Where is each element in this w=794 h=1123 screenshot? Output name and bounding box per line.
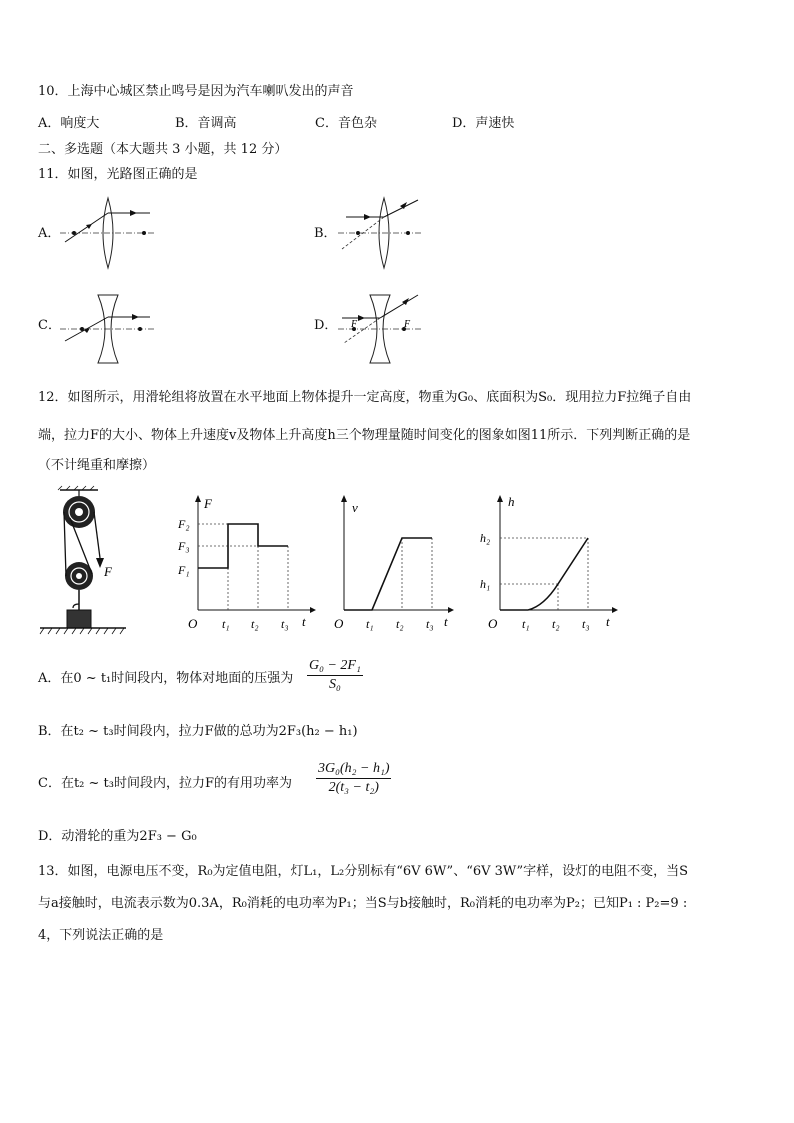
q12-pulley-figure [40,486,130,644]
q11-figure-c [60,293,160,365]
focal-mark-right: F [404,319,411,330]
q12-option-a-numerator: G₀ − 2F₁ [307,658,363,676]
pulley-force-label: F [104,564,112,579]
graph-f-xtick-t3: t₃ [281,617,289,631]
graph-f-ytick-f3: F₃ [178,539,190,553]
graph-h-xlabel: t [606,614,610,629]
graph-f-xtick-t1: t₁ [222,617,230,631]
graph-v-origin: O [334,616,344,631]
q11-label-a: A． [38,226,61,241]
graph-h-origin: O [488,616,498,631]
graph-f-xlabel: t [302,614,306,629]
graph-v-xtick-t1: t₁ [366,617,374,631]
q12-graph-force [170,494,320,634]
q12-stem-line2: 端，拉力F的大小、物体上升速度v及物体上升高度h三个物理量随时间变化的图象如图11所示．下列判断正确的是 [38,428,691,443]
q13-line1: 13．如图，电源电压不变，R₀为定值电阻，灯L₁，L₂分别标有“6V 6W”、“6V 3W”字样，设灯的电阻不变，当S [38,864,689,879]
graph-h-xtick-t3: t₃ [582,617,590,631]
q12-option-c-denominator: 2(t₃ − t₂) [328,780,379,795]
graph-h-ylabel: h [508,494,515,509]
q12-option-a-denominator: S₀ [328,677,341,692]
q11-label-c: C． [38,318,61,333]
graph-f-xtick-t2: t₂ [251,617,259,631]
q11-label-b: B． [314,226,337,241]
q12-graph-velocity [330,494,460,634]
q10-stem: 10．上海中心城区禁止鸣号是因为汽车喇叭发出的声音 [38,84,354,99]
q10-option-b: B．音调高 [175,116,237,131]
graph-v-xlabel: t [444,614,448,629]
graph-h-xtick-t1: t₁ [522,617,530,631]
q11-label-d: D． [314,318,338,333]
q12-option-a-text: A．在0 ~ t₁时间段内，物体对地面的压强为 [38,671,294,686]
q12-option-c-numerator: 3G₀(h₂ − h₁) [316,761,391,779]
q11-figure-b [338,195,428,270]
q12-graph-height [478,494,628,634]
graph-h-xtick-t2: t₂ [552,617,560,631]
q11-figure-a [60,195,160,270]
q11-figure-d [338,293,428,365]
q12-stem-line1: 12．如图所示，用滑轮组将放置在水平地面上物体提升一定高度，物重为G₀、底面积为S₀．现用拉力F拉绳子自由 [38,390,692,405]
q12-option-c-text: C．在t₂ ~ t₃时间段内，拉力F的有用功率为 [38,776,292,791]
graph-f-ytick-f2: F₂ [178,517,190,531]
q10-option-a: A．响度大 [38,116,100,131]
graph-h-ytick-h1: h₁ [480,577,491,591]
graph-f-origin: O [188,616,198,631]
q11-stem: 11．如图，光路图正确的是 [38,167,198,182]
graph-v-xtick-t3: t₃ [426,617,434,631]
q12-option-d: D．动滑轮的重为2F₃ − G₀ [38,829,197,844]
graph-v-ylabel: v [352,500,358,515]
section-heading: 二、多选题（本大题共 3 小题，共 12 分） [38,142,288,157]
q12-stem-line3: （不计绳重和摩擦） [38,458,156,473]
focal-mark-left: F [351,319,358,330]
q12-option-b: B．在t₂ ~ t₃时间段内，拉力F做的总功为2F₃(h₂ − h₁) [38,724,358,739]
q13-line3: 4，下列说法正确的是 [38,928,164,943]
q12-option-c-fraction [316,761,391,796]
graph-f-ylabel: F [204,496,212,511]
graph-f-ytick-f1: F₁ [178,563,190,577]
q12-option-a-fraction [307,658,363,693]
graph-v-xtick-t2: t₂ [396,617,404,631]
q10-option-c: C．音色杂 [315,116,377,131]
graph-h-ytick-h2: h₂ [480,531,491,545]
q13-line2: 与a接触时，电流表示数为0.3A，R₀消耗的电功率为P₁；当S与b接触时，R₀消耗的电功率为P₂；已知P₁ : P₂=9 : [38,896,688,911]
q10-option-d: D．声速快 [452,116,515,131]
